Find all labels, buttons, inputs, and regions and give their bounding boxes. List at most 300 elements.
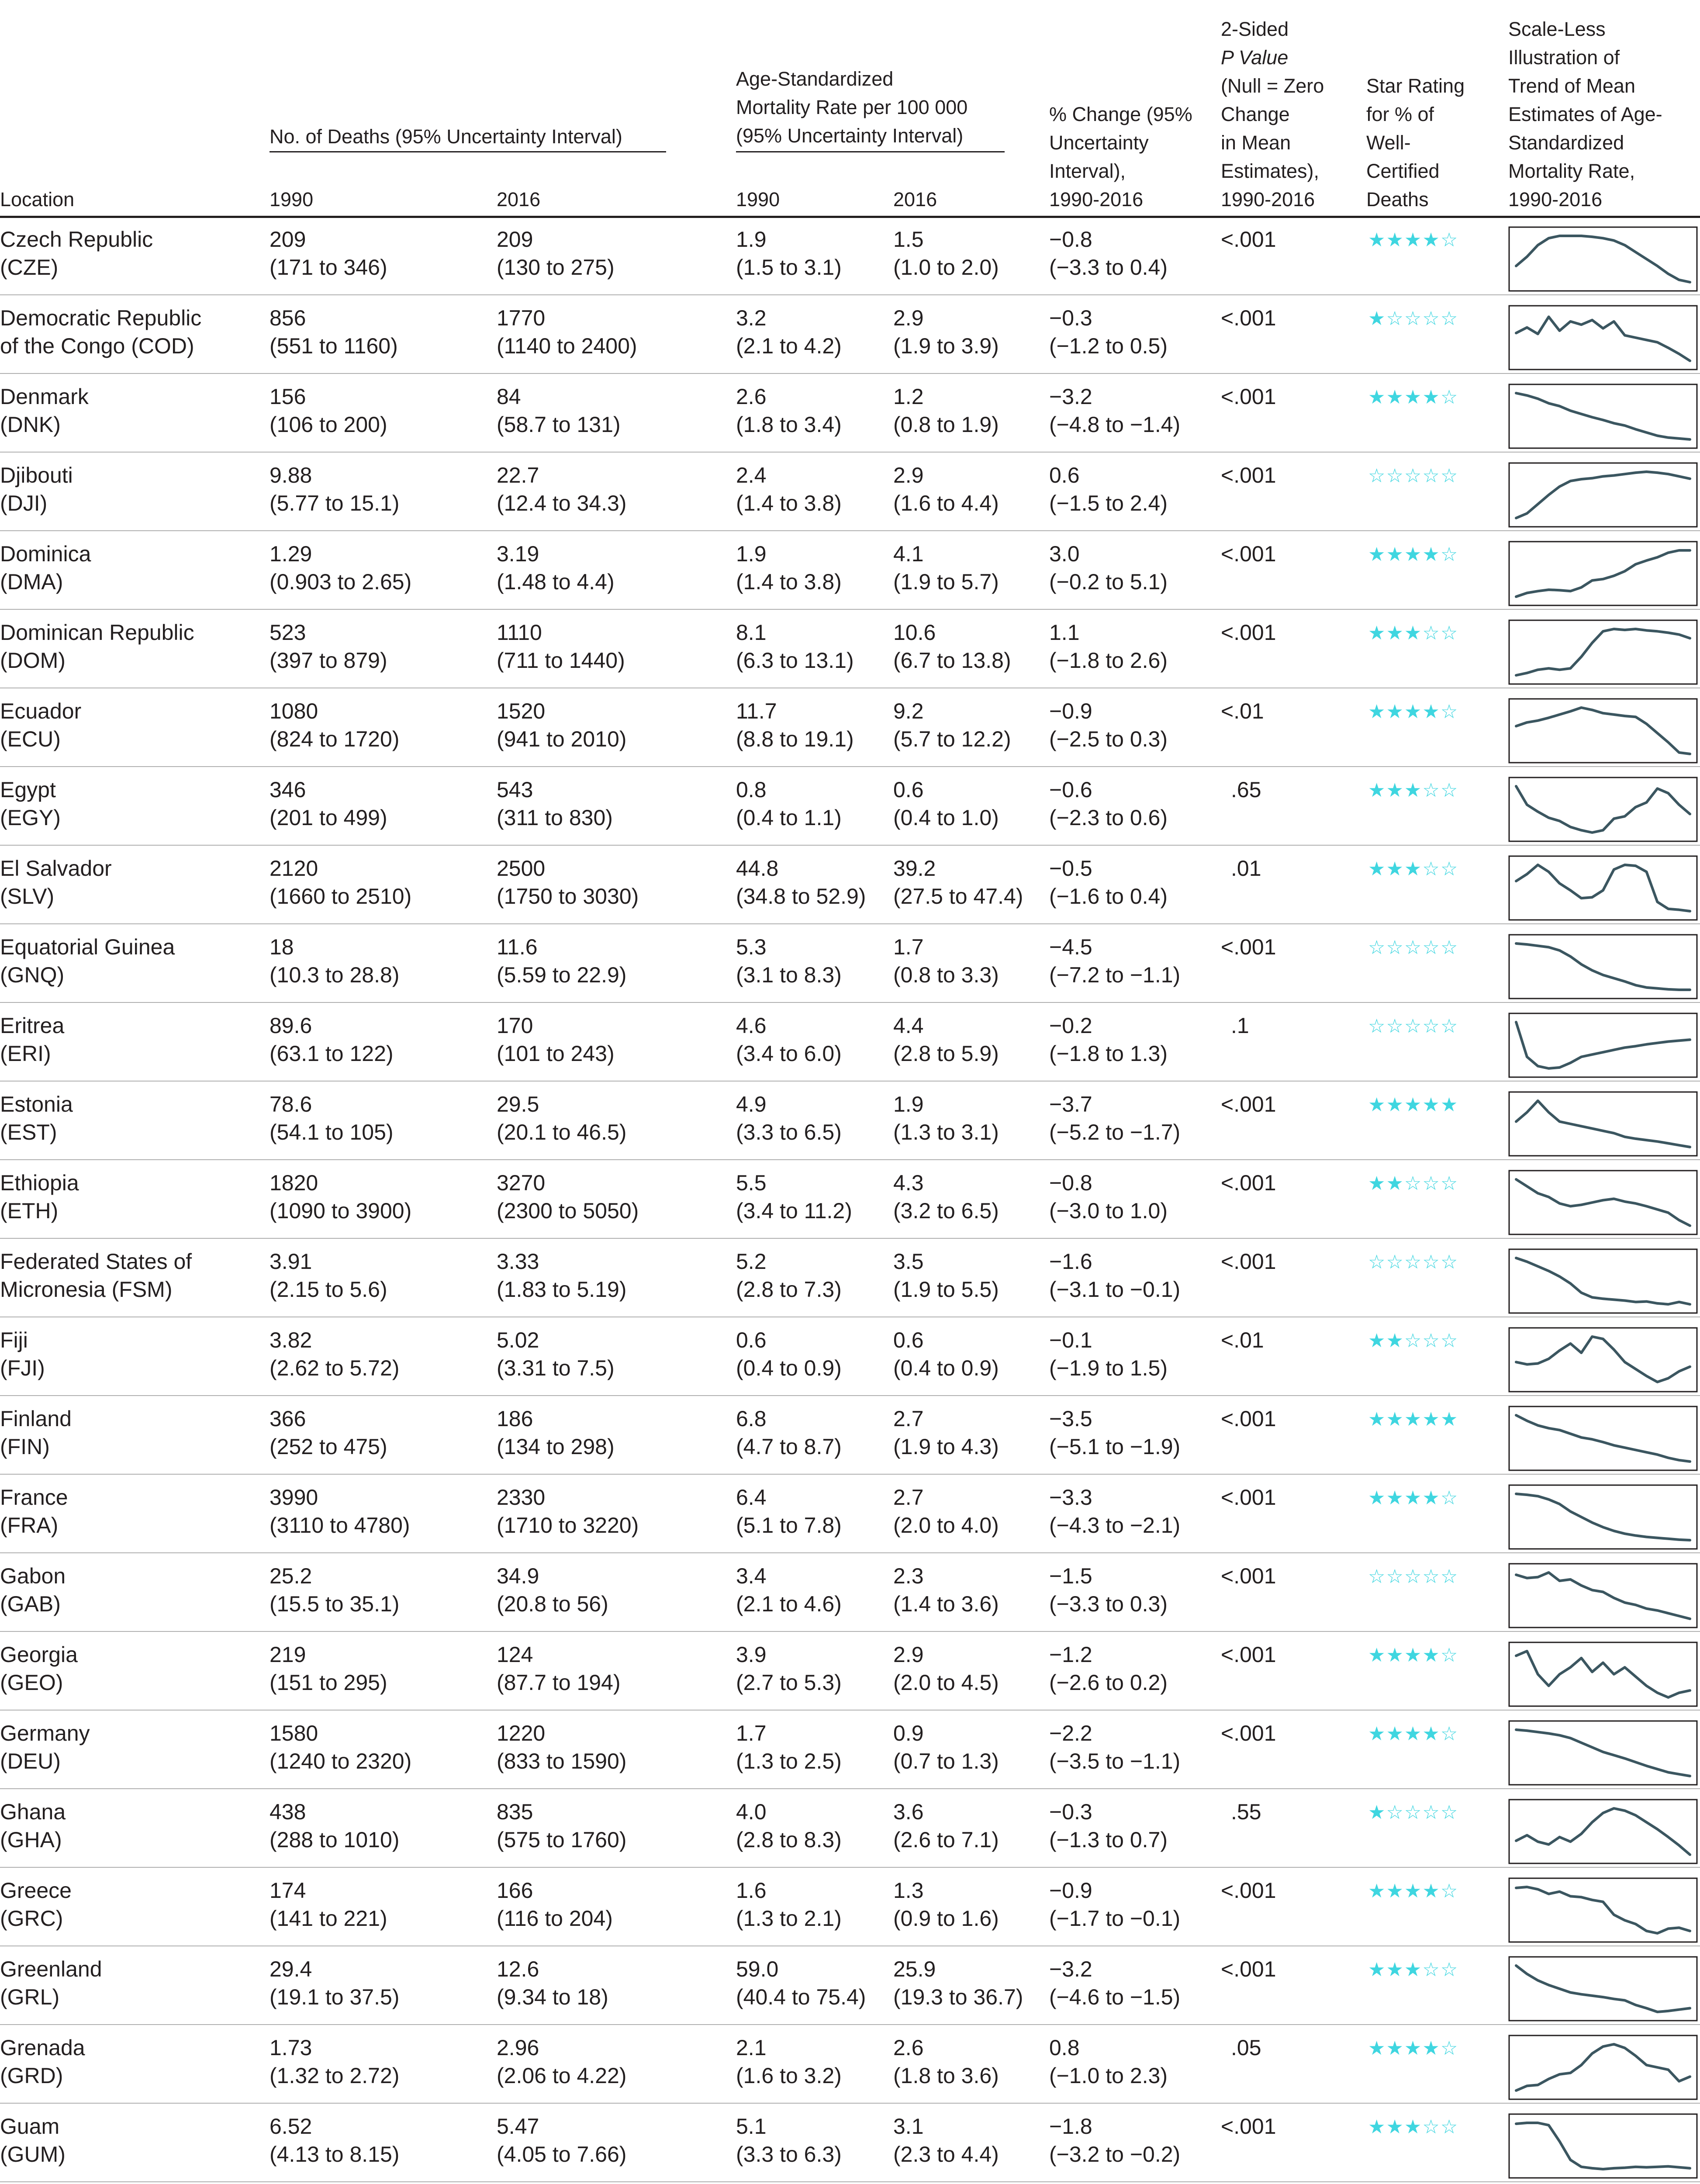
cell-rate-2016-interval: (1.0 to 2.0) <box>893 255 999 280</box>
cell-deaths-2016-value: 3.19 <box>497 542 539 566</box>
star-filled-icon: ★ <box>1422 1409 1441 1430</box>
star-rating <box>1368 1330 1458 1352</box>
cell-location-interval: (EST) <box>0 1120 57 1144</box>
cell-rate-1990 <box>736 619 854 674</box>
trend-sparkline <box>1508 1248 1698 1314</box>
table-row <box>0 1790 1700 1869</box>
star-filled-icon: ★ <box>1404 387 1423 408</box>
cell-deaths-2016-value: 3270 <box>497 1171 546 1195</box>
cell-pct-change-value: −3.2 <box>1049 1957 1092 1981</box>
trend-line <box>1516 943 1690 990</box>
star-empty-icon: ☆ <box>1368 937 1386 958</box>
cell-deaths-1990-value: 2120 <box>270 856 318 881</box>
cell-deaths-2016 <box>497 304 637 360</box>
cell-deaths-2016-interval: (833 to 1590) <box>497 1749 627 1773</box>
cell-p-value: <.001 <box>1221 306 1276 330</box>
cell-rate-2016-interval: (2.0 to 4.0) <box>893 1513 999 1538</box>
cell-rate-2016-value: 3.5 <box>893 1249 924 1274</box>
table-row <box>0 532 1700 611</box>
cell-deaths-1990-value: 3.91 <box>270 1249 312 1274</box>
star-empty-icon: ☆ <box>1404 1251 1423 1273</box>
cell-rate-1990-interval: (1.8 to 3.4) <box>736 412 842 437</box>
cell-rate-2016-interval: (1.8 to 3.6) <box>893 2063 999 2088</box>
cell-location-interval: (CZE) <box>0 255 59 280</box>
cell-rate-1990 <box>736 1169 852 1225</box>
star-rating <box>1368 1644 1458 1666</box>
cell-location-interval: (GAB) <box>0 1592 61 1616</box>
cell-rate-2016-interval: (0.7 to 1.3) <box>893 1749 999 1773</box>
cell-deaths-2016-value: 12.6 <box>497 1957 539 1981</box>
cell-deaths-2016-value: 1110 <box>497 620 542 645</box>
trend-sparkline <box>1508 1720 1698 1786</box>
row-divider <box>0 1238 1700 1239</box>
table-row <box>0 1161 1700 1240</box>
cell-deaths-2016 <box>497 2112 626 2168</box>
cell-location-interval: (ECU) <box>0 727 61 751</box>
cell-location <box>0 1876 72 1932</box>
cell-rate-1990-value: 6.8 <box>736 1406 767 1431</box>
trend-line <box>1516 1494 1690 1540</box>
cell-pct-change-interval: (−1.7 to −0.1) <box>1049 1906 1181 1931</box>
cell-rate-1990-value: 5.1 <box>736 2114 767 2139</box>
row-divider <box>0 530 1700 531</box>
cell-p-value: <.001 <box>1221 1406 1276 1431</box>
cell-rate-1990-interval: (2.8 to 8.3) <box>736 1828 842 1852</box>
cell-location-value: Egypt <box>0 778 56 802</box>
star-filled-icon: ★ <box>1404 780 1423 801</box>
cell-deaths-1990-interval: (824 to 1720) <box>270 727 400 751</box>
cell-deaths-2016-value: 1220 <box>497 1721 546 1745</box>
cell-deaths-1990-value: 1820 <box>270 1171 318 1195</box>
cell-rate-1990-interval: (34.8 to 52.9) <box>736 884 866 909</box>
row-divider <box>0 1474 1700 1475</box>
cell-deaths-2016 <box>497 1955 608 2011</box>
cell-deaths-2016-value: 186 <box>497 1406 533 1431</box>
cell-location <box>0 1562 66 1618</box>
cell-deaths-1990 <box>270 2112 399 2168</box>
cell-deaths-1990-value: 523 <box>270 620 306 645</box>
header-star-l3: Well- <box>1366 131 1411 154</box>
cell-deaths-2016-interval: (941 to 2010) <box>497 727 627 751</box>
row-divider <box>0 1867 1700 1868</box>
star-filled-icon: ★ <box>1386 1173 1404 1194</box>
cell-location-value: Czech Republic <box>0 227 153 252</box>
row-divider <box>0 1788 1700 1789</box>
cell-location-interval: (GRL) <box>0 1985 60 2009</box>
cell-location-interval: (DJI) <box>0 491 48 515</box>
cell-deaths-2016-value: 1520 <box>497 699 546 723</box>
star-filled-icon: ★ <box>1368 701 1386 722</box>
cell-rate-1990 <box>736 1955 866 2011</box>
cell-location <box>0 540 91 596</box>
cell-deaths-2016 <box>497 1326 615 1382</box>
cell-deaths-1990-interval: (5.77 to 15.1) <box>270 491 400 515</box>
cell-deaths-1990-interval: (288 to 1010) <box>270 1828 400 1852</box>
cell-pct-change-interval: (−0.2 to 5.1) <box>1049 570 1168 594</box>
row-divider <box>0 2024 1700 2025</box>
cell-rate-1990-interval: (0.4 to 1.1) <box>736 805 842 830</box>
cell-deaths-1990-value: 78.6 <box>270 1092 312 1116</box>
cell-rate-2016 <box>893 2112 999 2168</box>
cell-location-interval: (DOM) <box>0 648 66 673</box>
cell-p-value: <.001 <box>1221 463 1276 487</box>
star-empty-icon: ☆ <box>1404 1016 1423 1037</box>
star-empty-icon: ☆ <box>1368 1016 1386 1037</box>
trend-frame <box>1509 1013 1697 1077</box>
cell-location-interval: (GHA) <box>0 1828 62 1852</box>
star-filled-icon: ★ <box>1368 1802 1386 1823</box>
table-row <box>0 1476 1700 1554</box>
cell-deaths-1990 <box>270 1798 399 1854</box>
cell-deaths-1990 <box>270 933 399 989</box>
star-filled-icon: ★ <box>1386 2038 1404 2059</box>
star-empty-icon: ☆ <box>1404 1802 1423 1823</box>
trend-sparkline <box>1508 384 1698 449</box>
trend-sparkline <box>1508 1091 1698 1157</box>
cell-pct-change-value: −3.7 <box>1049 1092 1092 1116</box>
cell-pct-change-interval: (−1.2 to 0.5) <box>1049 334 1168 358</box>
cell-location-value: Grenada <box>0 2035 85 2060</box>
cell-rate-2016-interval: (2.8 to 5.9) <box>893 1041 999 1066</box>
cell-rate-2016-value: 10.6 <box>893 620 936 645</box>
star-filled-icon: ★ <box>1368 1959 1386 1980</box>
cell-location-value: Djibouti <box>0 463 73 487</box>
cell-pct-change-interval: (−2.5 to 0.3) <box>1049 727 1168 751</box>
star-filled-icon: ★ <box>1422 1723 1441 1745</box>
cell-location-value: Ghana <box>0 1800 66 1824</box>
cell-deaths-1990-interval: (2.62 to 5.72) <box>270 1356 400 1380</box>
cell-rate-2016-interval: (2.0 to 4.5) <box>893 1670 999 1695</box>
trend-sparkline <box>1508 1956 1698 2022</box>
cell-deaths-1990-interval: (54.1 to 105) <box>270 1120 394 1144</box>
cell-p-value: <.001 <box>1221 1721 1276 1745</box>
cell-pct-change-value: 3.0 <box>1049 542 1080 566</box>
cell-deaths-2016 <box>497 776 613 832</box>
cell-deaths-2016-interval: (311 to 830) <box>497 805 613 830</box>
star-rating <box>1368 622 1458 644</box>
cell-deaths-1990 <box>270 540 411 596</box>
cell-p-value: <.01 <box>1221 1328 1264 1352</box>
trend-frame <box>1509 463 1697 527</box>
star-empty-icon: ☆ <box>1422 2116 1441 2138</box>
cell-pct-change <box>1049 1641 1168 1697</box>
cell-pct-change-value: −0.9 <box>1049 699 1092 723</box>
cell-deaths-1990-value: 89.6 <box>270 1013 312 1038</box>
table-row <box>0 1082 1700 1161</box>
cell-rate-1990-value: 5.5 <box>736 1171 767 1195</box>
row-divider <box>0 766 1700 767</box>
cell-rate-2016-value: 9.2 <box>893 699 924 723</box>
row-divider <box>0 373 1700 374</box>
star-empty-icon: ☆ <box>1440 1566 1459 1587</box>
cell-deaths-2016-interval: (5.59 to 22.9) <box>497 963 627 987</box>
cell-location-interval: (EGY) <box>0 805 61 830</box>
cell-deaths-2016 <box>497 1798 626 1854</box>
trend-frame <box>1509 542 1697 605</box>
cell-rate-2016-interval: (0.8 to 1.9) <box>893 412 999 437</box>
cell-pct-change-value: −0.5 <box>1049 856 1092 881</box>
cell-location-interval: (GRD) <box>0 2063 63 2088</box>
cell-rate-2016-value: 25.9 <box>893 1957 936 1981</box>
cell-deaths-1990-value: 438 <box>270 1800 306 1824</box>
cell-rate-2016 <box>893 383 999 439</box>
cell-rate-2016 <box>893 1326 999 1382</box>
cell-rate-1990-value: 4.9 <box>736 1092 767 1116</box>
cell-rate-2016-value: 0.9 <box>893 1721 924 1745</box>
header-star-l1: Star Rating <box>1366 75 1465 97</box>
table-row <box>0 1554 1700 1633</box>
cell-deaths-1990 <box>270 1641 387 1697</box>
table-row <box>0 218 1700 296</box>
cell-deaths-2016-interval: (4.05 to 7.66) <box>497 2142 627 2167</box>
cell-pct-change-interval: (−5.1 to −1.9) <box>1049 1434 1181 1459</box>
star-empty-icon: ☆ <box>1440 1173 1459 1194</box>
star-empty-icon: ☆ <box>1422 1566 1441 1587</box>
cell-deaths-2016-value: 11.6 <box>497 935 538 959</box>
cell-deaths-1990-interval: (171 to 346) <box>270 255 387 280</box>
cell-deaths-1990 <box>270 697 399 753</box>
cell-location-interval: Micronesia (FSM) <box>0 1277 173 1302</box>
cell-rate-1990-interval: (3.4 to 11.2) <box>736 1199 852 1223</box>
cell-rate-1990-interval: (3.3 to 6.5) <box>736 1120 842 1144</box>
star-rating <box>1368 858 1458 880</box>
star-empty-icon: ☆ <box>1440 229 1459 251</box>
star-empty-icon: ☆ <box>1422 622 1441 644</box>
cell-location-interval: (ERI) <box>0 1041 51 1066</box>
cell-pct-change-value: −3.2 <box>1049 384 1092 409</box>
row-divider <box>0 2181 1700 2182</box>
header-p-l4: Change <box>1221 103 1290 125</box>
cell-pct-change <box>1049 1483 1180 1539</box>
star-rating <box>1368 1487 1458 1509</box>
cell-rate-2016 <box>893 1641 999 1697</box>
cell-pct-change-interval: (−2.6 to 0.2) <box>1049 1670 1168 1695</box>
cell-deaths-2016-interval: (3.31 to 7.5) <box>497 1356 615 1380</box>
cell-deaths-1990-value: 366 <box>270 1406 306 1431</box>
star-empty-icon: ☆ <box>1422 1959 1441 1980</box>
cell-pct-change-interval: (−1.5 to 2.4) <box>1049 491 1168 515</box>
cell-rate-1990 <box>736 1483 842 1539</box>
trend-line <box>1516 1966 1690 2012</box>
cell-rate-1990-interval: (1.3 to 2.1) <box>736 1906 842 1931</box>
cell-deaths-2016-interval: (20.8 to 56) <box>497 1592 608 1616</box>
star-filled-icon: ★ <box>1386 858 1404 880</box>
cell-deaths-2016-value: 2500 <box>497 856 546 881</box>
cell-pct-change-value: −2.2 <box>1049 1721 1092 1745</box>
cell-location-interval: (GRC) <box>0 1906 63 1931</box>
cell-rate-2016 <box>893 1012 999 1068</box>
cell-p-value: <.001 <box>1221 1957 1276 1981</box>
cell-deaths-2016-interval: (711 to 1440) <box>497 648 625 673</box>
star-filled-icon: ★ <box>1404 1645 1423 1666</box>
cell-rate-1990-value: 4.6 <box>736 1013 767 1038</box>
cell-pct-change-value: −0.3 <box>1049 1800 1092 1824</box>
deaths-group-rule <box>270 151 666 152</box>
cell-rate-2016-interval: (1.9 to 3.9) <box>893 334 999 358</box>
cell-location-value: Gabon <box>0 1564 66 1588</box>
cell-deaths-1990 <box>270 383 387 439</box>
cell-deaths-1990 <box>270 1169 411 1225</box>
star-empty-icon: ☆ <box>1386 1016 1404 1037</box>
header-p-l5: in Mean <box>1221 131 1291 154</box>
trend-line <box>1516 393 1690 439</box>
star-filled-icon: ★ <box>1422 387 1441 408</box>
cell-location-interval: (FJI) <box>0 1356 45 1380</box>
star-empty-icon: ☆ <box>1422 858 1441 880</box>
header-asmr-group <box>736 65 967 150</box>
table-row <box>0 1869 1700 1947</box>
trend-frame <box>1509 1171 1697 1234</box>
trend-line <box>1516 1415 1690 1462</box>
star-empty-icon: ☆ <box>1386 1566 1404 1587</box>
cell-deaths-1990 <box>270 1955 399 2011</box>
cell-deaths-2016-value: 5.02 <box>497 1328 539 1352</box>
cell-pct-change <box>1049 304 1168 360</box>
cell-rate-1990-value: 4.0 <box>736 1800 767 1824</box>
cell-rate-2016-value: 1.7 <box>893 935 924 959</box>
star-filled-icon: ★ <box>1368 544 1386 565</box>
header-pct-change <box>1049 100 1192 214</box>
cell-deaths-1990-interval: (63.1 to 122) <box>270 1041 394 1066</box>
cell-rate-2016 <box>893 2034 999 2090</box>
cell-deaths-1990-interval: (1.32 to 2.72) <box>270 2063 400 2088</box>
cell-deaths-2016-interval: (2.06 to 4.22) <box>497 2063 627 2088</box>
trend-line <box>1516 1651 1690 1697</box>
star-empty-icon: ☆ <box>1422 937 1441 958</box>
table-row <box>0 1240 1700 1318</box>
cell-rate-1990-interval: (2.1 to 4.6) <box>736 1592 842 1616</box>
trend-line <box>1516 2044 1690 2091</box>
star-empty-icon: ☆ <box>1386 1802 1404 1823</box>
cell-location-interval: (SLV) <box>0 884 55 909</box>
star-empty-icon: ☆ <box>1440 1723 1459 1745</box>
cell-pct-change <box>1049 540 1168 596</box>
cell-rate-1990 <box>736 304 842 360</box>
cell-p-value: .05 <box>1231 2035 1261 2060</box>
cell-deaths-2016 <box>497 619 625 674</box>
star-empty-icon: ☆ <box>1386 308 1404 329</box>
cell-rate-2016-value: 2.9 <box>893 306 924 330</box>
cell-rate-1990 <box>736 933 842 989</box>
cell-rate-1990-value: 11.7 <box>736 699 777 723</box>
cell-deaths-2016-interval: (1710 to 3220) <box>497 1513 639 1538</box>
header-pct-l3: Interval), <box>1049 160 1126 182</box>
cell-rate-1990-interval: (2.1 to 4.2) <box>736 334 842 358</box>
star-rating <box>1368 779 1458 802</box>
cell-rate-2016-value: 0.6 <box>893 778 924 802</box>
cell-rate-2016 <box>893 1169 999 1225</box>
table-row <box>0 1397 1700 1476</box>
star-filled-icon: ★ <box>1404 544 1423 565</box>
star-rating <box>1368 1172 1458 1195</box>
star-filled-icon: ★ <box>1422 1880 1441 1902</box>
star-empty-icon: ☆ <box>1422 308 1441 329</box>
header-trend-l7: 1990-2016 <box>1508 188 1603 211</box>
trend-sparkline <box>1508 1877 1698 1943</box>
row-divider <box>0 1710 1700 1711</box>
trend-sparkline <box>1508 1484 1698 1550</box>
star-filled-icon: ★ <box>1368 1645 1386 1666</box>
cell-deaths-1990-interval: (3110 to 4780) <box>270 1513 410 1538</box>
cell-location <box>0 854 112 910</box>
trend-frame <box>1509 1328 1697 1392</box>
cell-location <box>0 1955 102 2011</box>
cell-pct-change <box>1049 1876 1180 1932</box>
star-filled-icon: ★ <box>1368 1487 1386 1509</box>
star-filled-icon: ★ <box>1368 308 1386 329</box>
cell-rate-2016 <box>893 461 999 517</box>
cell-p-value: <.001 <box>1221 2114 1276 2139</box>
star-filled-icon: ★ <box>1386 622 1404 644</box>
table-row <box>0 1711 1700 1790</box>
cell-pct-change-interval: (−1.8 to 1.3) <box>1049 1041 1168 1066</box>
star-filled-icon: ★ <box>1368 1880 1386 1902</box>
cell-rate-2016-interval: (1.4 to 3.6) <box>893 1592 999 1616</box>
star-empty-icon: ☆ <box>1422 1016 1441 1037</box>
cell-pct-change-value: −0.6 <box>1049 778 1092 802</box>
header-trend-l6: Mortality Rate, <box>1508 160 1635 182</box>
cell-rate-1990-interval: (0.4 to 0.9) <box>736 1356 842 1380</box>
cell-deaths-2016-interval: (1.83 to 5.19) <box>497 1277 627 1302</box>
cell-deaths-2016 <box>497 1090 626 1146</box>
cell-deaths-1990-interval: (252 to 475) <box>270 1434 387 1459</box>
cell-deaths-1990-value: 18 <box>270 935 294 959</box>
header-deaths-group: No. of Deaths (95% Uncertainty Interval) <box>270 125 622 148</box>
table-row <box>0 1004 1700 1082</box>
row-divider <box>0 1631 1700 1632</box>
cell-rate-1990 <box>736 540 842 596</box>
cell-deaths-1990 <box>270 225 387 281</box>
cell-deaths-2016-interval: (575 to 1760) <box>497 1828 627 1852</box>
star-rating <box>1368 1408 1458 1431</box>
cell-location-value: Eritrea <box>0 1013 65 1038</box>
cell-location-value: Ethiopia <box>0 1171 79 1195</box>
star-filled-icon: ★ <box>1368 1330 1386 1351</box>
cell-rate-2016-value: 2.3 <box>893 1564 924 1588</box>
star-filled-icon: ★ <box>1422 544 1441 565</box>
cell-rate-2016 <box>893 1248 999 1303</box>
table-row <box>0 611 1700 689</box>
cell-location-interval: (FRA) <box>0 1513 59 1538</box>
cell-rate-1990 <box>736 1798 842 1854</box>
table-row <box>0 1947 1700 2026</box>
cell-rate-2016-value: 4.3 <box>893 1171 924 1195</box>
cell-pct-change-interval: (−3.5 to −1.1) <box>1049 1749 1181 1773</box>
cell-rate-1990-interval: (1.3 to 2.5) <box>736 1749 842 1773</box>
cell-deaths-2016 <box>497 854 639 910</box>
cell-pct-change-interval: (−2.3 to 0.6) <box>1049 805 1168 830</box>
cell-rate-1990 <box>736 697 854 753</box>
cell-pct-change-interval: (−5.2 to −1.7) <box>1049 1120 1181 1144</box>
cell-rate-2016-interval: (1.9 to 4.3) <box>893 1434 999 1459</box>
cell-rate-1990-interval: (6.3 to 13.1) <box>736 648 854 673</box>
cell-deaths-1990 <box>270 1719 411 1775</box>
table-row <box>0 2026 1700 2105</box>
cell-location <box>0 304 201 360</box>
cell-deaths-1990-value: 29.4 <box>270 1957 312 1981</box>
cell-pct-change-interval: (−3.2 to −0.2) <box>1049 2142 1181 2167</box>
star-filled-icon: ★ <box>1386 1645 1404 1666</box>
cell-location-interval: (GUM) <box>0 2142 66 2167</box>
star-filled-icon: ★ <box>1422 1487 1441 1509</box>
cell-pct-change-interval: (−3.3 to 0.4) <box>1049 255 1168 280</box>
cell-location-value: Greece <box>0 1878 72 1903</box>
cell-rate-2016-interval: (1.6 to 4.4) <box>893 491 999 515</box>
cell-p-value: <.001 <box>1221 1092 1276 1116</box>
star-empty-icon: ☆ <box>1404 1566 1423 1587</box>
cell-rate-2016-interval: (1.3 to 3.1) <box>893 1120 999 1144</box>
star-filled-icon: ★ <box>1386 1487 1404 1509</box>
